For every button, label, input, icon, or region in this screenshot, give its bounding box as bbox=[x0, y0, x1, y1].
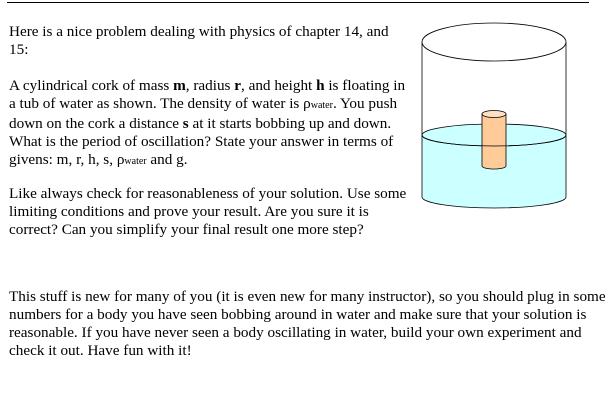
height-variable: h bbox=[316, 77, 325, 94]
distance-variable: s bbox=[182, 115, 189, 132]
problem-text: , radius bbox=[185, 77, 235, 94]
cork-top bbox=[482, 111, 506, 118]
reasonableness-text: Like always check for reasonableness of your solution. Use some limiting conditions and prove your result. Are you sure it is correct? Can you simplify your final result one more step? bbox=[9, 185, 407, 238]
top-rule bbox=[7, 2, 589, 3]
problem-text: is floating in a tub of water as shown. The density of water is bbox=[9, 77, 406, 112]
tub-with-cork-diagram bbox=[418, 18, 574, 214]
problem-text: at it starts bobbing up and down. What is the period of oscillation? State your answer in terms of givens: m, r, h, s, bbox=[9, 115, 394, 168]
mass-variable: m bbox=[173, 77, 186, 94]
rho-symbol: ρ bbox=[303, 95, 311, 112]
cork-body bbox=[482, 114, 506, 169]
tub-top-rim bbox=[422, 23, 566, 61]
rho-subscript: water bbox=[124, 156, 147, 167]
intro-paragraph bbox=[9, 23, 399, 59]
problem-text: A cylindrical cork of mass bbox=[9, 77, 174, 94]
closing-paragraph bbox=[9, 288, 609, 360]
radius-variable: r bbox=[234, 77, 241, 94]
closing-text: This stuff is new for many of you (it is even new for many instructor), so you should plug in some numbers for a body you have seen bobbing around in water and make sure that your solution is reasonable. If you have never seen a body oscillating in water, build your own experiment and check it out. Have fun with it! bbox=[9, 288, 606, 359]
problem-paragraph bbox=[9, 77, 409, 171]
problem-text: . You push down on the cork a distance bbox=[9, 95, 398, 132]
rho-subscript: water bbox=[310, 100, 333, 111]
reasonableness-paragraph bbox=[9, 185, 414, 239]
problem-text: , and height bbox=[241, 77, 317, 94]
intro-text: Here is a nice problem dealing with physics of chapter 14, and 15: bbox=[9, 23, 389, 58]
rho-symbol: ρ bbox=[116, 151, 125, 168]
problem-text: and g. bbox=[146, 151, 188, 168]
